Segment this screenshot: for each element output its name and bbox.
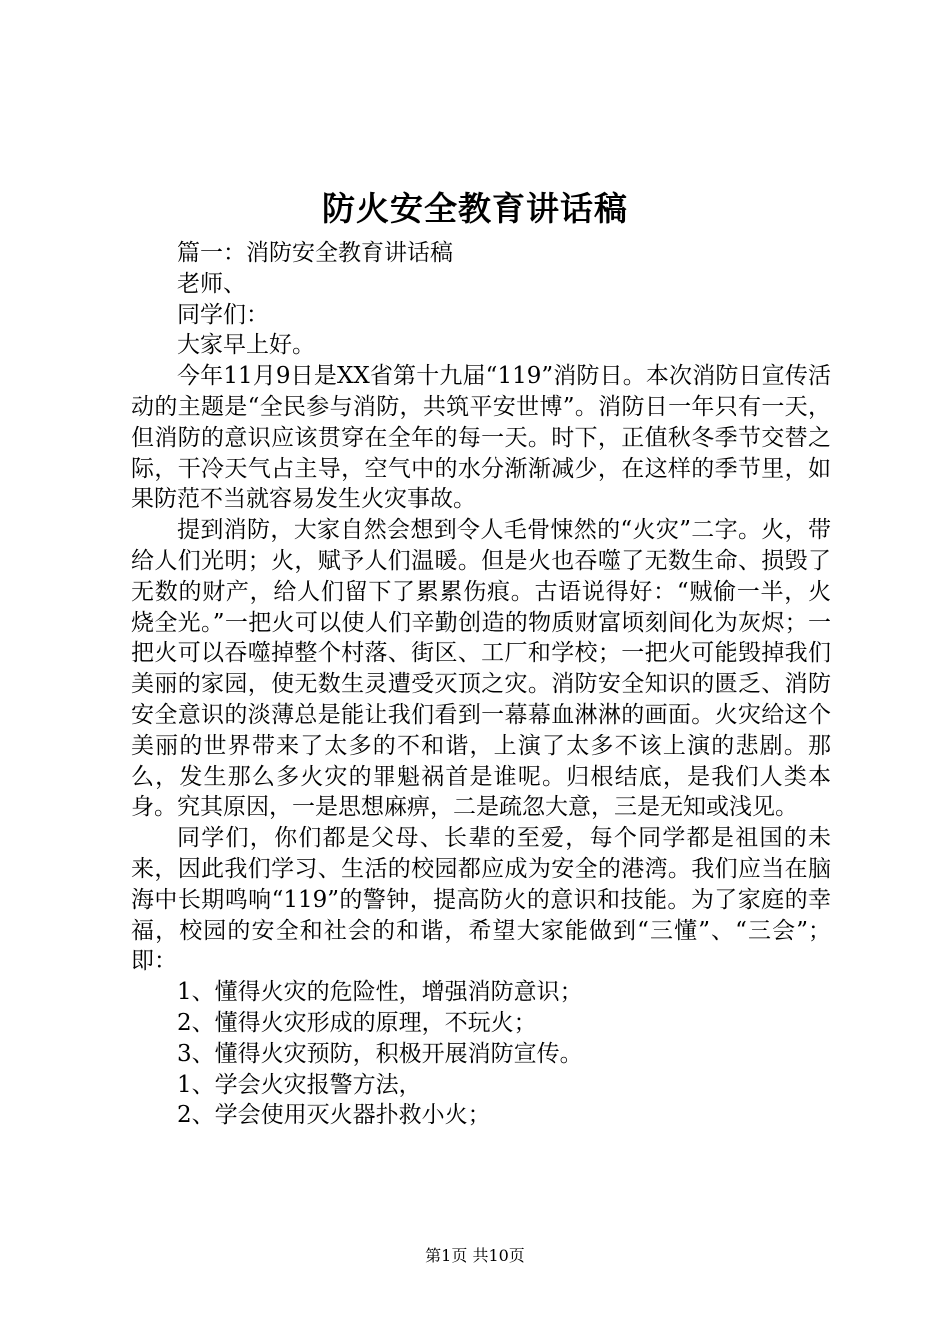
list-item: 3、懂得火灾预防，积极开展消防宣传。 — [177, 1040, 583, 1067]
list-item: 1、学会火灾报警方法， — [177, 1071, 422, 1098]
list-item: 2、学会使用灭火器扑救小火； — [177, 1102, 491, 1129]
page-number-footer: 第1页 共10页 — [425, 1246, 525, 1265]
list-item: 1、懂得火灾的危险性，增强消防意识； — [177, 979, 583, 1006]
paragraph: 同学们，你们都是父母、长辈的至爱，每个同学都是祖国的未来，因此我们学习、生活的校园都应成为安全的港湾。我们应当在脑海中长期鸣响“119”的警钟，提高防火的意识和技能。为了家庭的幸福，校园的安全和社会的和谐，希望大家能做到“三懂”、“三会”；即： — [131, 825, 831, 975]
list-item: 2、懂得火灾形成的原理，不玩火； — [177, 1009, 537, 1036]
paragraph: 老师、 — [177, 270, 246, 297]
paragraph: 篇一：消防安全教育讲话稿 — [177, 240, 453, 266]
document-title: 防火安全教育讲话稿 — [322, 189, 628, 228]
paragraph: 今年11月9日是XX省第十九届“119”消防日。本次消防日宣传活动的主题是“全民参与消防，共筑平安世博”。消防日一年只有一天，但消防的意识应该贯穿在全年的每一天。时下，正值秋冬季节交替之际，干冷天气占主导，空气中的水分渐渐减少，在这样的季节里，如果防范不当就容易发生火灾事故。 — [131, 363, 831, 513]
document-body — [131, 238, 831, 1131]
paragraph: 大家早上好。 — [177, 332, 315, 359]
paragraph: 提到消防，大家自然会想到令人毛骨悚然的“火灾”二字。火，带给人们光明；火，赋予人们温暖。但是火也吞噬了无数生命、损毁了无数的财产，给人们留下了累累伤痕。古语说得好：“贼偷一半，火烧全光。”一把火可以使人们辛勤创造的物质财富顷刻间化为灰烬；一把火可以吞噬掉整个村落、街区、工厂和学校；一把火可能毁掉我们美丽的家园，使无数生灵遭受灭顶之灾。消防安全知识的匮乏、消防安全意识的淡薄总是能让我们看到一幕幕血淋淋的画面。火灾给这个美丽的世界带来了太多的不和谐，上演了太多不该上演的悲剧。那么，发生那么多火灾的罪魁祸首是谁呢。归根结底，是我们人类本身。究其原因，一是思想麻痹，二是疏忽大意，三是无知或浅见。 — [131, 517, 831, 821]
paragraph: 同学们： — [177, 301, 269, 328]
